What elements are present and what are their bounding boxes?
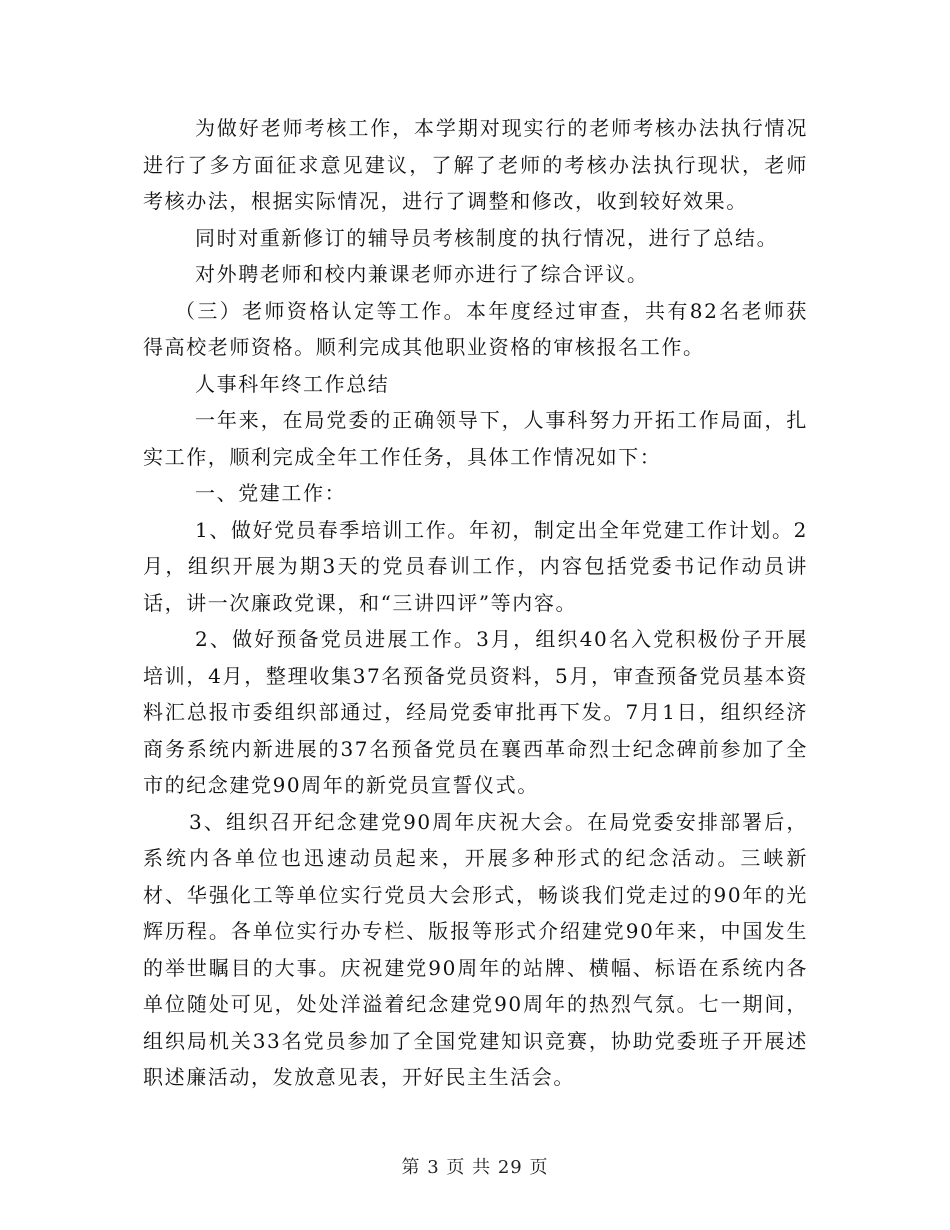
paragraph-counselor-assessment: 同时对重新修订的辅导员考核制度的执行情况，进行了总结。 xyxy=(195,225,779,250)
paragraph-teacher-qualification: （三）老师资格认定等工作。本年度经过审查，共有82名老师获得高校老师资格。顺利完成其他职业资格的审核报名工作。 xyxy=(143,298,808,359)
document-body xyxy=(143,110,808,1096)
page-number-footer: 第 3 页 共 29 页 xyxy=(401,1157,549,1178)
paragraph-intro: 一年来，在局党委的正确领导下，人事科努力开拓工作局面，扎实工作，顺利完成全年工作任务，具体工作情况如下： xyxy=(143,408,808,469)
section-title: 人事科年终工作总结 xyxy=(195,371,390,396)
paragraph-item-1: 1、做好党员春季培训工作。年初，制定出全年党建工作计划。2月，组织开展为期3天的党员春训工作，内容包括党委书记作动员讲话，讲一次廉政党课，和“三讲四评”等内容。 xyxy=(143,517,808,615)
paragraph-item-2: 2、做好预备党员进展工作。3月，组织40名入党积极份子开展培训，4月，整理收集37名预备党员资料，5月，审查预备党员基本资料汇总报市委组织部通过，经局党委审批再下发。7月1日，组织经济商务系统内新进展的37名预备党员在襄西革命烈士纪念碑前参加了全市的纪念建党90周年的新党员宣誓仪式。 xyxy=(143,627,808,797)
paragraph-teacher-assessment: 为做好老师考核工作，本学期对现实行的老师考核办法执行情况进行了多方面征求意见建议，了解了老师的考核办法执行现状，老师考核办法，根据实际情况，进行了调整和修改，收到较好效果。 xyxy=(143,116,808,213)
section-heading-party-building: 一、党建工作： xyxy=(195,481,347,505)
paragraph-external-teachers: 对外聘老师和校内兼课老师亦进行了综合评议。 xyxy=(195,262,649,286)
paragraph-item-3: 3、组织召开纪念建党90周年庆祝大会。在局党委安排部署后，系统内各单位也迅速动员起来，开展多种形式的纪念活动。三峡新材、华强化工等单位实行党员大会形式，畅谈我们党走过的90年的光辉历程。各单位实行办专栏、版报等形式介绍建党90年来，中国发生的举世瞩目的大事。庆祝建党90周年的站牌、横幅、标语在系统内各单位随处可见，处处洋溢着纪念建党90周年的热烈气氛。七一期间，组织局机关33名党员参加了全国党建知识竞赛，协助党委班子开展述职述廉活动，发放意见表，开好民主生活会。 xyxy=(143,809,808,1089)
